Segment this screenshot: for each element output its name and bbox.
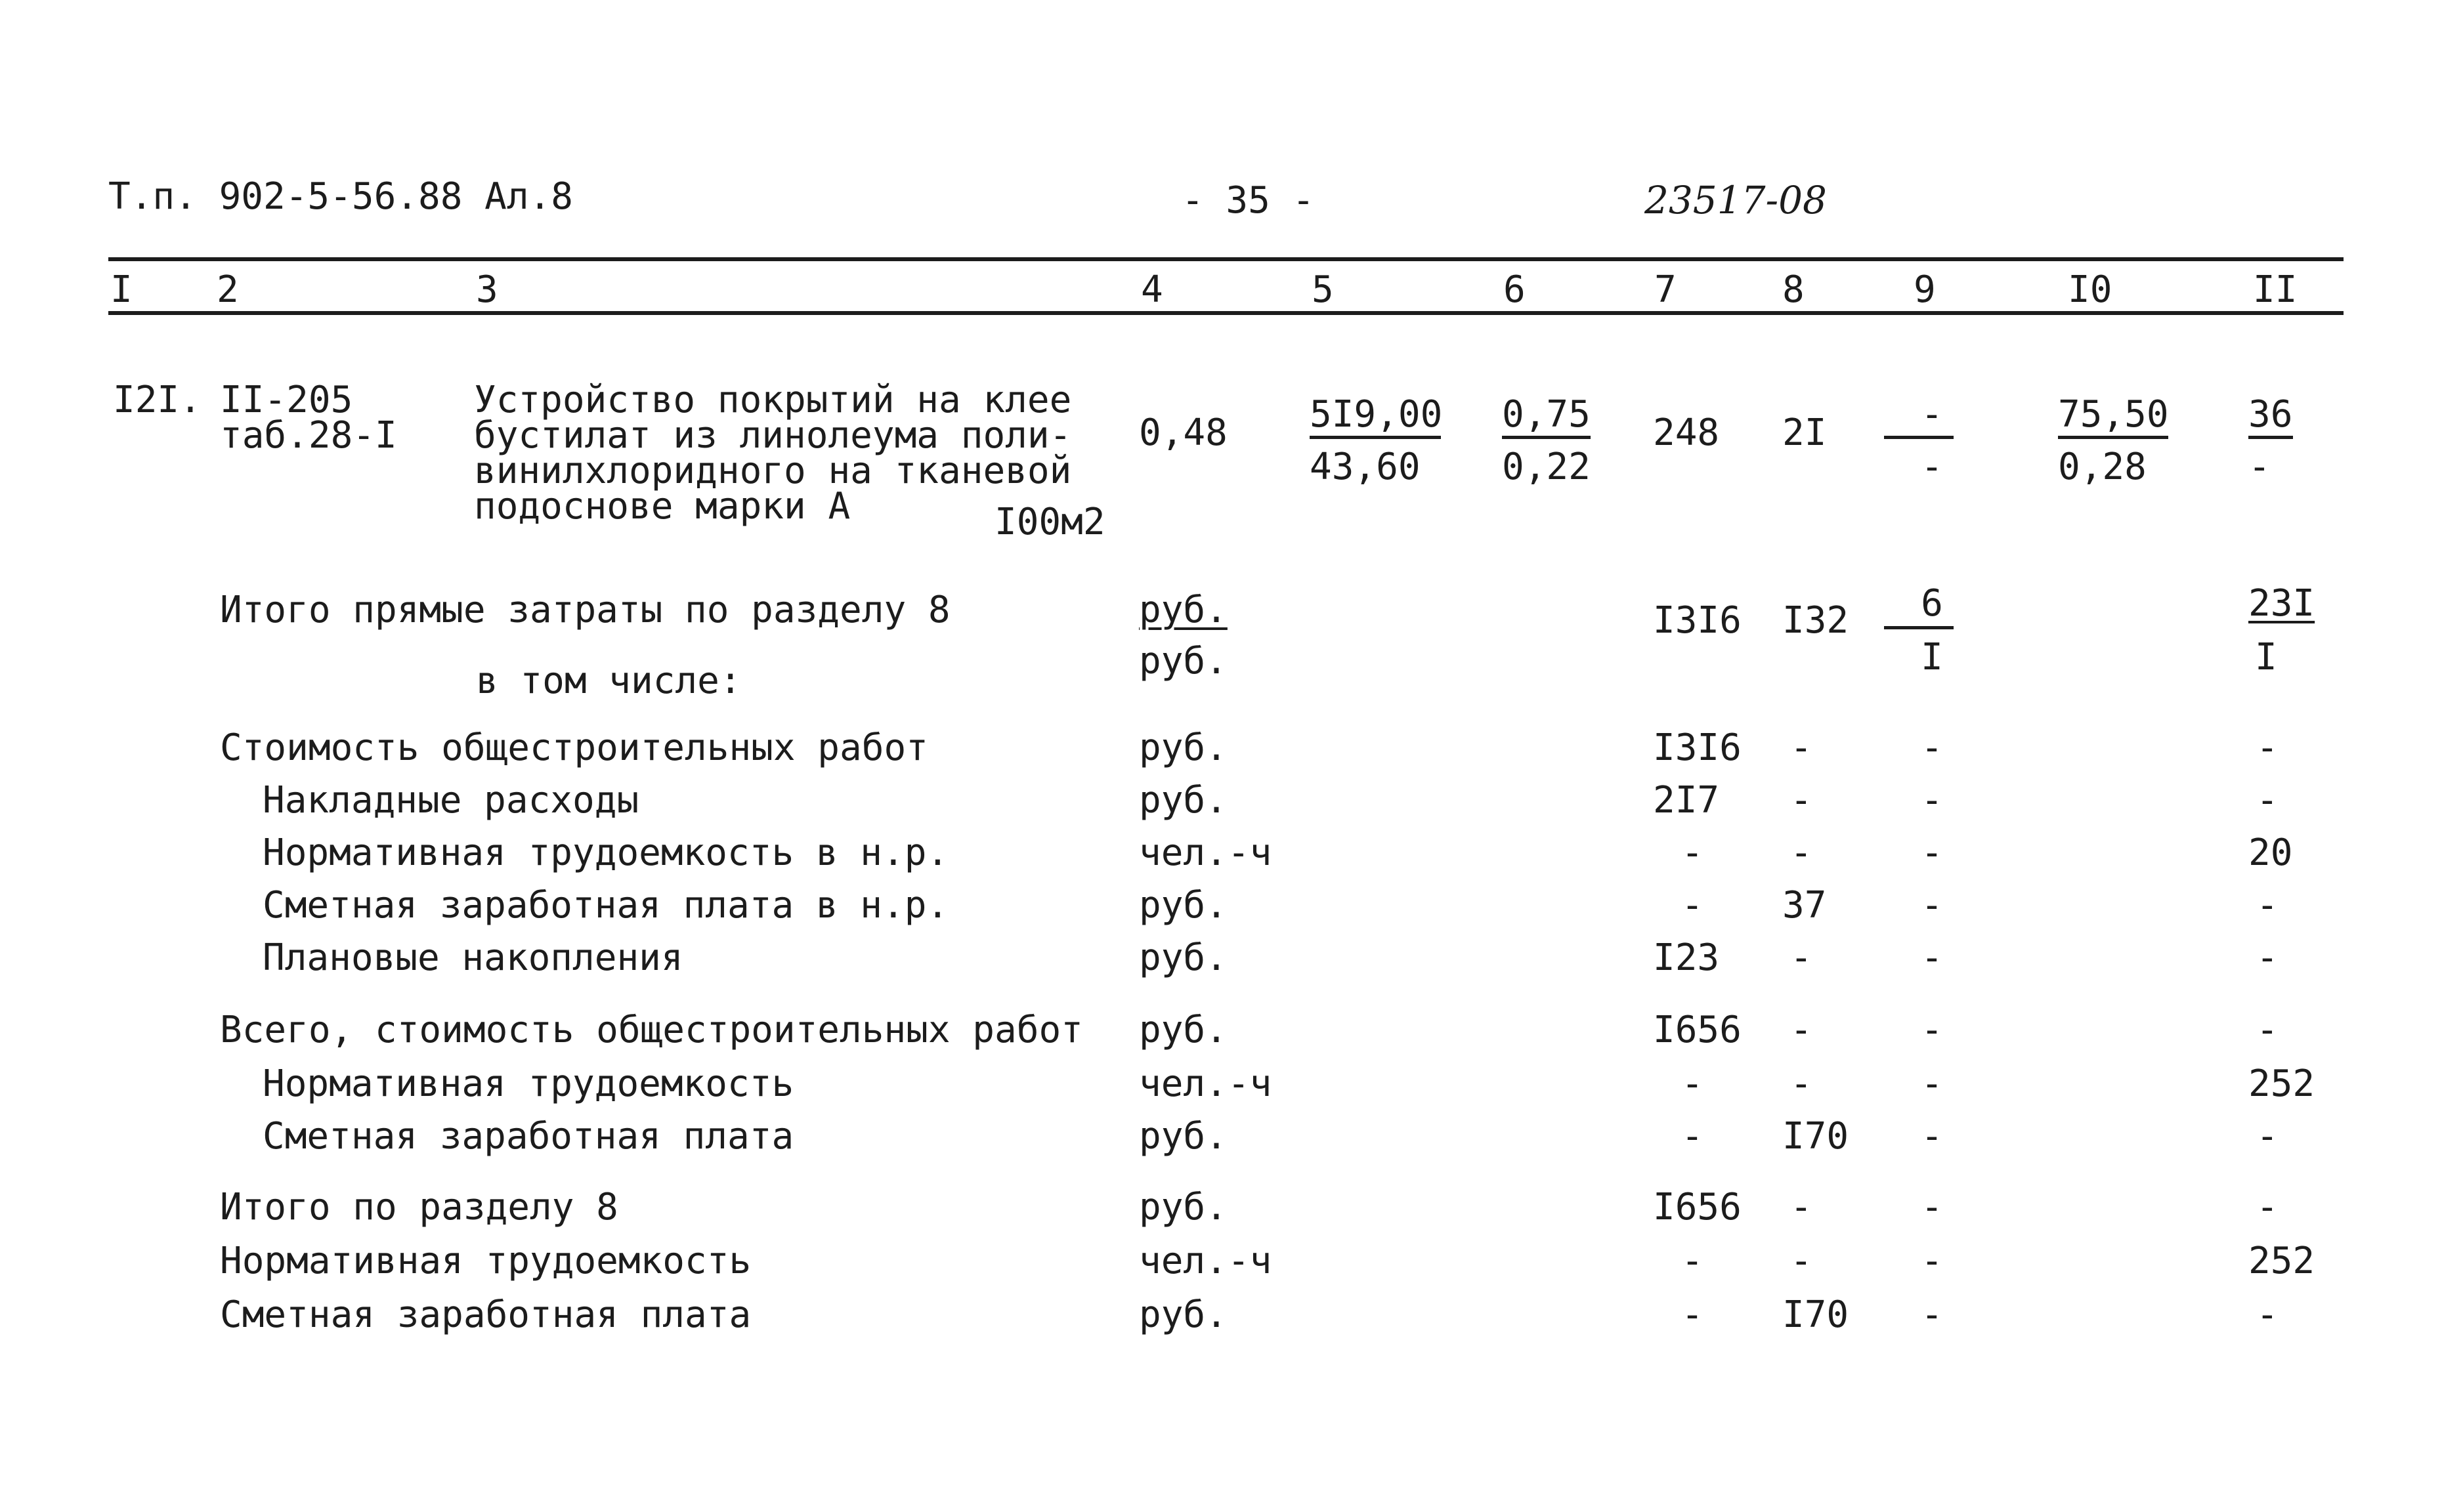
- fraction-bar: [1502, 436, 1591, 439]
- row-unit: руб.: [1139, 779, 1228, 822]
- row-col11: -: [2256, 1115, 2279, 1158]
- column-header: 6: [1503, 268, 1526, 311]
- row-label: Сметная заработная плата: [263, 1115, 794, 1158]
- row-col7: -: [1681, 831, 1703, 874]
- row-label: Накладные расходы: [263, 779, 639, 822]
- row-col9: -: [1921, 1293, 1943, 1336]
- fraction-bar: [1884, 626, 1954, 629]
- item-description-line: подоснове марки А: [474, 485, 851, 528]
- header-top-rule: [108, 257, 2344, 261]
- row-unit: руб.: [1139, 1115, 1228, 1158]
- direct-costs-col9-top: 6: [1921, 582, 1943, 625]
- direct-costs-col11-top: 23I: [2248, 582, 2315, 625]
- column-header: 7: [1654, 268, 1677, 311]
- row-unit: чел.-ч: [1139, 1240, 1272, 1282]
- row-col9: -: [1921, 1240, 1943, 1282]
- row-col9: -: [1921, 831, 1943, 874]
- row-col7: -: [1681, 1293, 1703, 1336]
- row-label: Всего, стоимость общестроительных работ: [220, 1009, 1083, 1051]
- item-col9-bottom: -: [1921, 446, 1943, 488]
- row-col11: -: [2256, 726, 2279, 769]
- row-col8: -: [1790, 936, 1812, 979]
- fraction-bar: [1310, 436, 1441, 439]
- row-col11: -: [2256, 779, 2279, 822]
- item-unit: I00м2: [995, 501, 1105, 543]
- direct-costs-label: Итого прямые затраты по разделу 8: [220, 589, 951, 631]
- item-quantity: 0,48: [1139, 411, 1228, 454]
- document-reference: Т.п. 902-5-56.88 Ал.8: [108, 175, 574, 218]
- direct-costs-unit-bottom: руб.: [1139, 640, 1228, 682]
- row-col7: -: [1681, 884, 1703, 927]
- row-label: Плановые накопления: [263, 936, 683, 979]
- direct-costs-col8: I32: [1782, 599, 1849, 642]
- column-header: 2: [217, 268, 239, 311]
- row-col7: -: [1681, 1062, 1703, 1105]
- row-col9: -: [1921, 779, 1943, 822]
- row-col9: -: [1921, 1186, 1943, 1228]
- row-unit: руб.: [1139, 884, 1228, 927]
- item-description-line: винилхлоридного на тканевой: [474, 450, 1072, 492]
- row-col8: I70: [1782, 1115, 1849, 1158]
- row-col11: 20: [2248, 831, 2293, 874]
- row-col9: -: [1921, 884, 1943, 927]
- row-unit: руб.: [1139, 726, 1228, 769]
- row-label: Сметная заработная плата: [220, 1293, 752, 1336]
- row-col11: -: [2256, 1186, 2279, 1228]
- row-col9: -: [1921, 936, 1943, 979]
- column-header: I: [110, 268, 133, 311]
- item-description-line: бустилат из линолеума поли-: [474, 414, 1072, 457]
- row-col7: I3I6: [1653, 726, 1742, 769]
- item-col6-bottom: 0,22: [1502, 446, 1591, 488]
- column-header: 8: [1782, 268, 1805, 311]
- item-col7: 248: [1653, 411, 1720, 454]
- row-col8: -: [1790, 1240, 1812, 1282]
- fraction-bar: [1884, 436, 1954, 439]
- row-col11: -: [2256, 1293, 2279, 1336]
- row-col8: -: [1790, 726, 1812, 769]
- row-col7: -: [1681, 1115, 1703, 1158]
- fraction-bar: [2248, 436, 2293, 439]
- row-col11: 252: [2248, 1062, 2315, 1105]
- row-col9: -: [1921, 726, 1943, 769]
- row-unit: руб.: [1139, 1293, 1228, 1336]
- row-unit: руб.: [1139, 1009, 1228, 1051]
- item-col10-bottom: 0,28: [2058, 446, 2147, 488]
- row-col8: I70: [1782, 1293, 1849, 1336]
- row-label: Нормативная трудоемкость: [263, 1062, 794, 1105]
- row-col7: I656: [1653, 1009, 1742, 1051]
- row-col11: -: [2256, 936, 2279, 979]
- row-col7: I656: [1653, 1186, 1742, 1228]
- fraction-bar: [2058, 436, 2168, 439]
- direct-costs-col7: I3I6: [1653, 599, 1742, 642]
- item-col8: 2I: [1782, 411, 1827, 454]
- row-label: Нормативная трудоемкость: [220, 1240, 752, 1282]
- item-col11-bottom: -: [2248, 446, 2271, 488]
- row-unit: чел.-ч: [1139, 1062, 1272, 1105]
- header-bottom-rule: [108, 311, 2344, 315]
- stamp-number: 23517-08: [1644, 178, 1827, 222]
- item-code-table: таб.28-I: [220, 414, 397, 457]
- row-label: Стоимость общестроительных работ: [220, 726, 928, 769]
- row-unit: чел.-ч: [1139, 831, 1272, 874]
- row-label: Сметная заработная плата в н.р.: [263, 884, 949, 927]
- item-col6-top: 0,75: [1502, 393, 1591, 436]
- row-label: Итого по разделу 8: [220, 1186, 618, 1228]
- row-col9: -: [1921, 1009, 1943, 1051]
- item-col9-top: -: [1921, 393, 1943, 436]
- direct-costs-col9-bottom: I: [1921, 636, 1943, 679]
- row-col8: -: [1790, 1009, 1812, 1051]
- item-number: I2I.: [113, 379, 202, 421]
- row-col8: -: [1790, 831, 1812, 874]
- item-col5-bottom: 43,60: [1310, 446, 1421, 488]
- column-header: 5: [1312, 268, 1334, 311]
- column-header: I0: [2068, 268, 2112, 311]
- item-col10-top: 75,50: [2058, 393, 2169, 436]
- row-col8: -: [1790, 779, 1812, 822]
- row-col8: 37: [1782, 884, 1827, 927]
- item-description-line: Устройство покрытий на клее: [474, 379, 1072, 421]
- row-col8: -: [1790, 1186, 1812, 1228]
- row-col11: 252: [2248, 1240, 2315, 1282]
- row-col11: -: [2256, 884, 2279, 927]
- column-header: 3: [476, 268, 498, 311]
- row-label: Нормативная трудоемкость в н.р.: [263, 831, 949, 874]
- column-header: 9: [1914, 268, 1936, 311]
- row-unit: руб.: [1139, 936, 1228, 979]
- column-header: II: [2253, 268, 2298, 311]
- item-code: II-205: [220, 379, 353, 421]
- row-col11: -: [2256, 1009, 2279, 1051]
- direct-costs-sublabel: в том числе:: [476, 660, 742, 702]
- row-col8: -: [1790, 1062, 1812, 1105]
- item-col5-top: 5I9,00: [1310, 393, 1443, 436]
- row-col7: -: [1681, 1240, 1703, 1282]
- row-col7: I23: [1653, 936, 1720, 979]
- row-col9: -: [1921, 1115, 1943, 1158]
- direct-costs-col11-bottom: I: [2255, 636, 2277, 679]
- row-unit: руб.: [1139, 1186, 1228, 1228]
- page-number: - 35 -: [1182, 179, 1315, 222]
- direct-costs-unit-top: руб.: [1139, 589, 1228, 631]
- column-header: 4: [1141, 268, 1163, 311]
- row-col7: 2I7: [1653, 779, 1720, 822]
- row-col9: -: [1921, 1062, 1943, 1105]
- item-col11-top: 36: [2248, 393, 2293, 436]
